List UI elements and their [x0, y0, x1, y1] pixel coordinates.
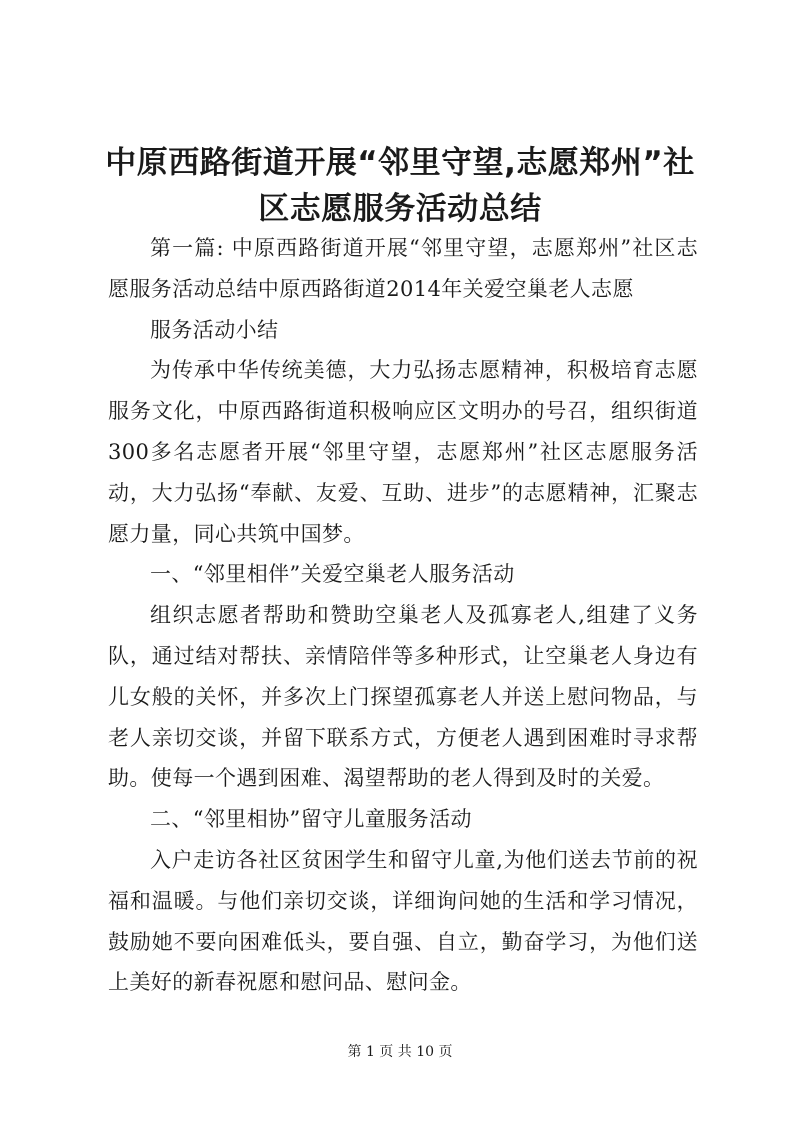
title-line-1: 中原西路街道开展“邻里守望,志愿郑州”社: [105, 145, 695, 181]
paragraph-intro: 第一篇: 中原西路街道开展“邻里守望，志愿郑州”社区志愿服务活动总结中原西路街道2014年关爱空巢老人志愿: [108, 236, 698, 301]
title-line-2: 区志愿服务活动总结: [258, 191, 542, 227]
paragraph-section-2: 入户走访各社区贫困学生和留守儿童,为他们送去节前的祝福和温暖。与他们亲切交谈，详细询问她的生活和学习情况，鼓励她不要向困难低头，要自强、自立，勤奋学习，为他们送上美好的新春祝愿和慰问品、慰问金。: [108, 847, 698, 995]
document-body: [108, 228, 698, 1003]
paragraph-subtitle: 服务活动小结: [150, 317, 279, 342]
section-heading-1: 一、“邻里相伴”关爱空巢老人服务活动: [150, 562, 515, 587]
page-number-footer: 第 1 页 共 10 页: [347, 1044, 453, 1060]
section-heading-2: 二、“邻里相协”留守儿童服务活动: [150, 807, 472, 832]
document-title: [100, 140, 700, 232]
paragraph-purpose: 为传承中华传统美德，大力弘扬志愿精神，积极培育志愿服务文化，中原西路街道积极响应区文明办的号召，组织街道300多名志愿者开展“邻里守望，志愿郑州”社区志愿服务活动，大力弘扬“奉献、友爱、互助、进步”的志愿精神，汇聚志愿力量，同心共筑中国梦。: [108, 358, 698, 546]
paragraph-section-1: 组织志愿者帮助和赞助空巢老人及孤寡老人,组建了义务队，通过结对帮扶、亲情陪伴等多种形式，让空巢老人身边有儿女般的关怀，并多次上门探望孤寡老人并送上慰问物品，与老人亲切交谈，并留下联系方式，方便老人遇到困难时寻求帮助。使每一个遇到困难、渴望帮助的老人得到及时的关爱。: [108, 603, 698, 791]
